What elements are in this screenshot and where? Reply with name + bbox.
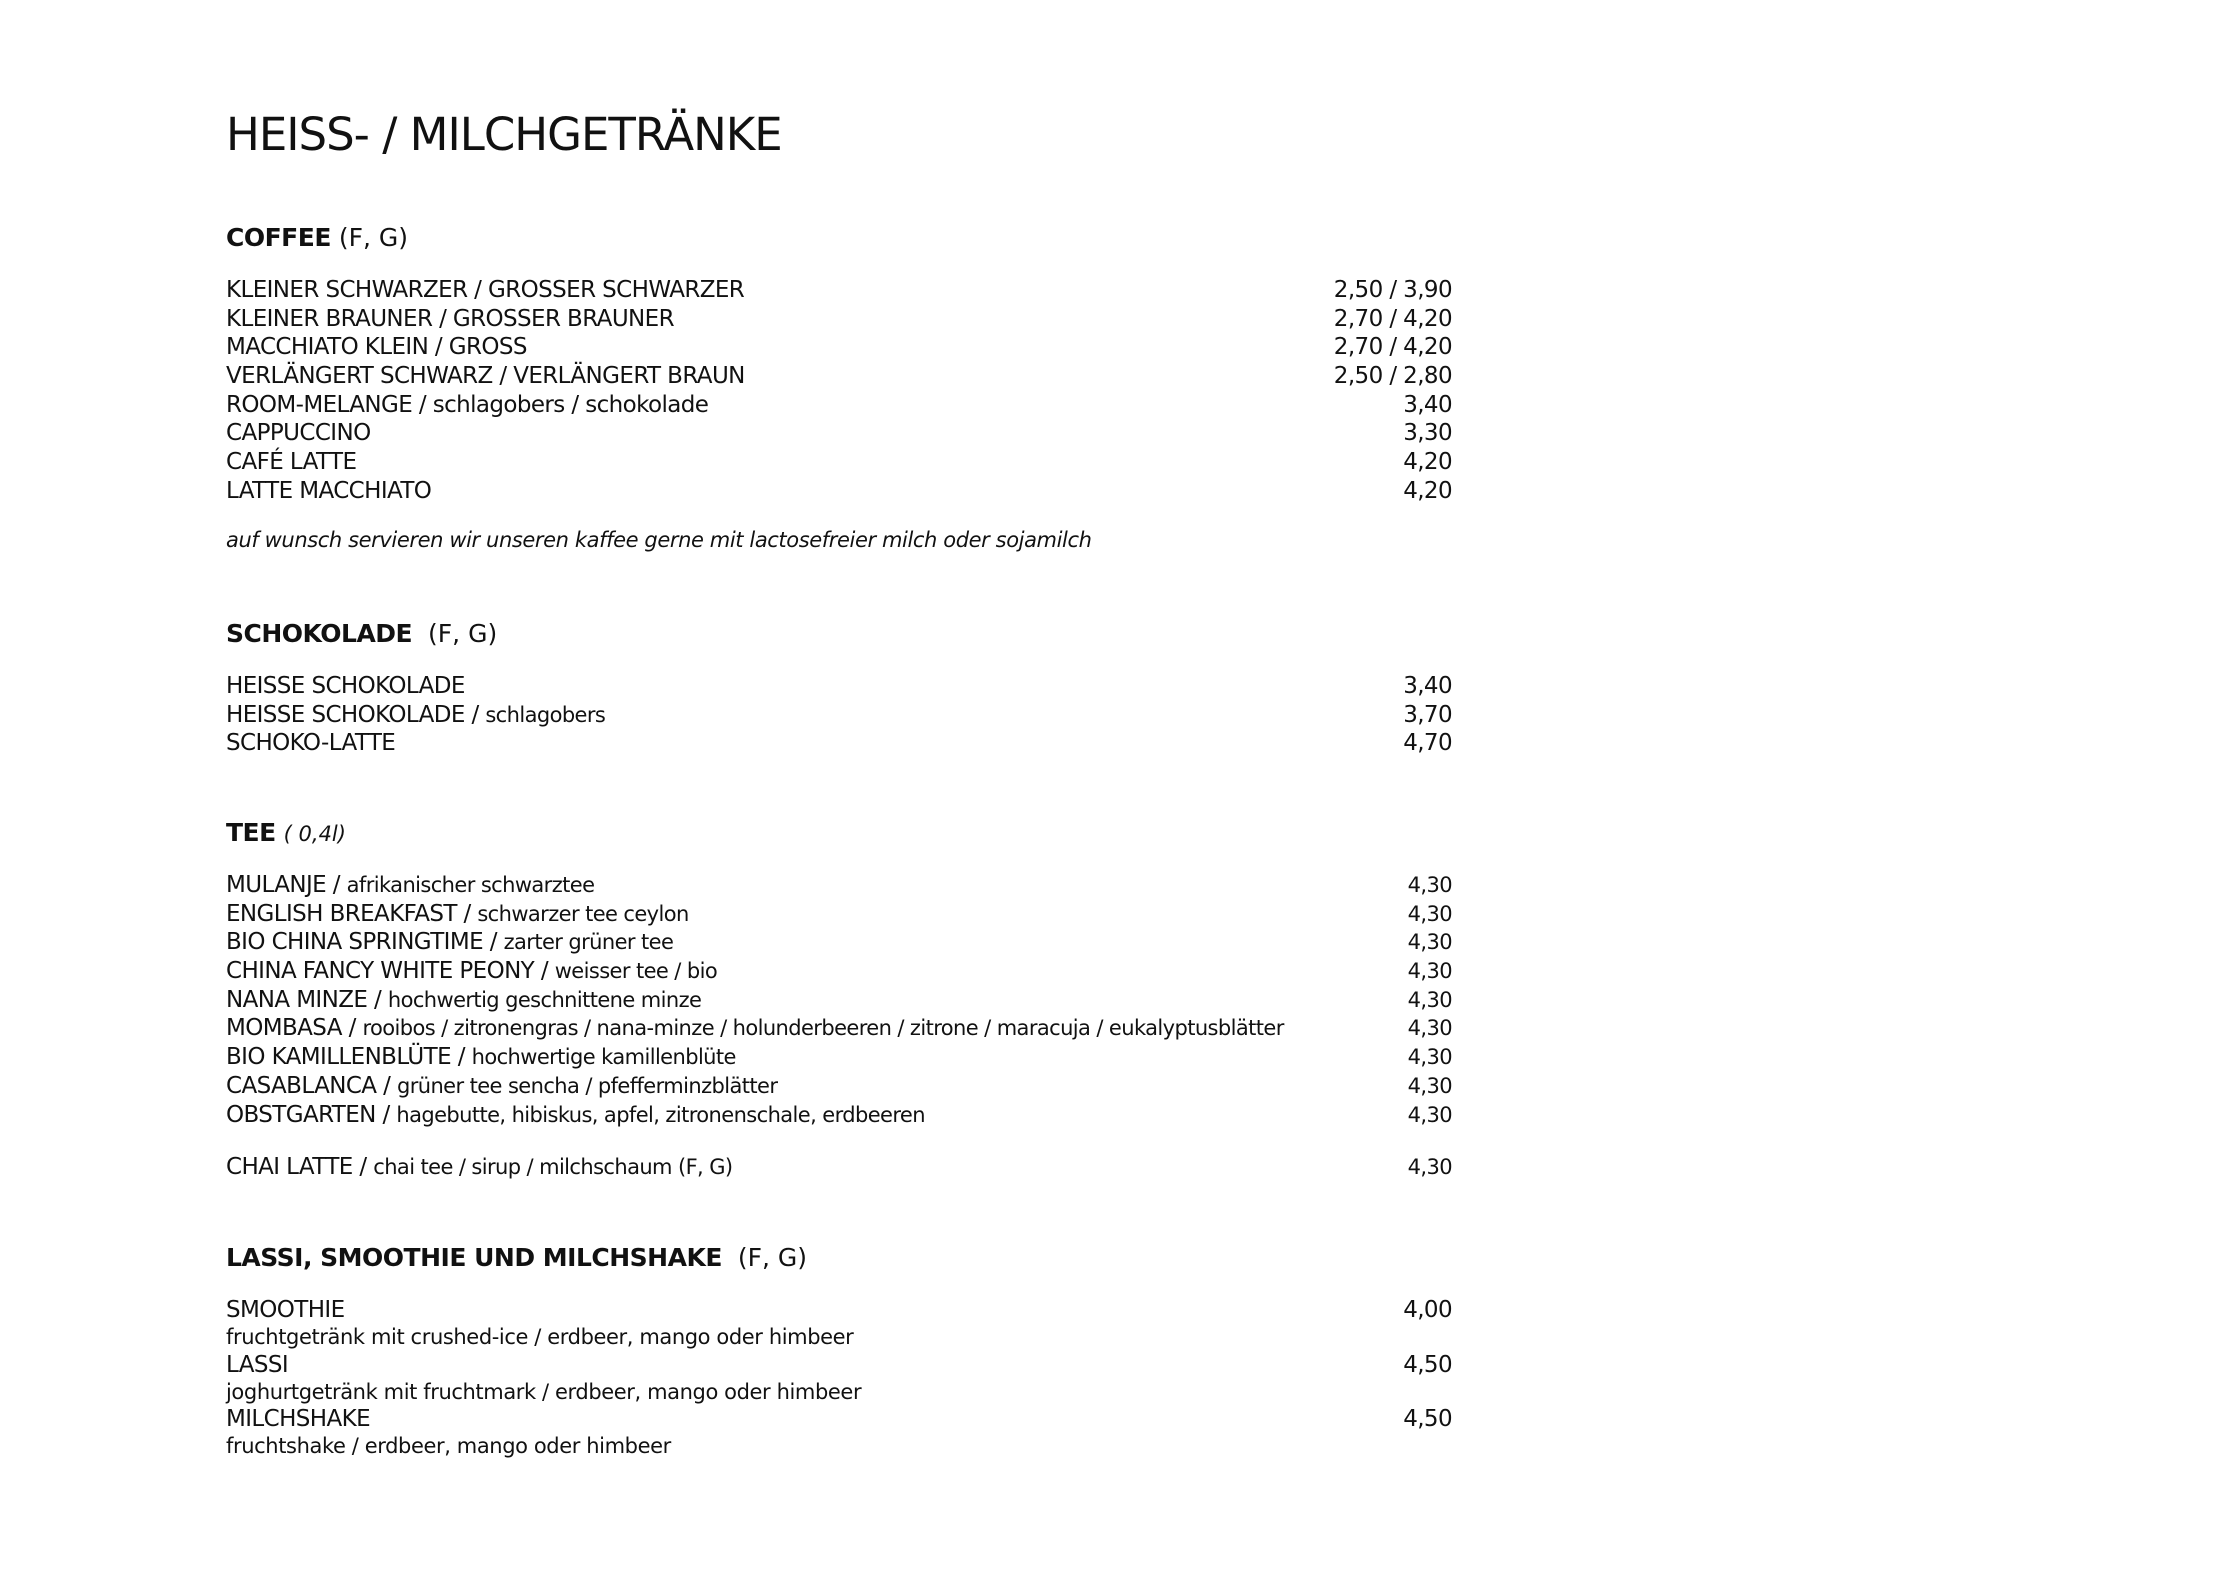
item-description: joghurtgetränk mit fruchtmark / erdbeer, mango oder himbeer [226, 1379, 862, 1404]
section-heading [226, 813, 1452, 853]
section-coffee [226, 218, 1452, 552]
list-item: HEISSE SCHOKOLADE / schlagobers 3,70 [226, 701, 1452, 728]
item-price: 4,30 [1407, 930, 1452, 955]
section-title: COFFEE [226, 223, 331, 252]
list-item: ROOM-MELANGE / schlagobers / schokolade 3,40 [226, 391, 1452, 418]
list-item: KLEINER SCHWARZER / GROSSER SCHWARZER 2,50 / 3,90 [226, 277, 1452, 303]
list-item: KLEINER BRAUNER / GROSSER BRAUNER 2,70 / 4,20 [226, 305, 1452, 332]
list-item: CAPPUCCINO 3,30 [226, 420, 1452, 447]
list-item: CASABLANCA / grüner tee sencha / pfefferminzblätter 4,30 [226, 1072, 1452, 1099]
item-price: 4,50 [1403, 1406, 1452, 1432]
item-price: 4,30 [1407, 1073, 1452, 1098]
list-item: SCHOKO-LATTE 4,70 [226, 730, 1452, 757]
item-price: 2,50 / 2,80 [1333, 363, 1452, 390]
section-heading [226, 614, 1452, 654]
spacer [226, 1129, 1452, 1155]
section-allergens: (F, G) [428, 619, 498, 648]
list-item: CHAI LATTE / chai tee / sirup / milchschaum (F, G) 4,30 [226, 1154, 1452, 1181]
milk-footnote: auf wunsch servieren wir unseren kaffee gerne mit lactosefreier milch oder sojamilch [226, 527, 1092, 552]
section-title: LASSI, SMOOTHIE UND MILCHSHAKE [226, 1243, 722, 1272]
section-allergens: (F, G) [737, 1243, 807, 1272]
list-item: BIO CHINA SPRINGTIME / zarter grüner tee 4,30 [226, 929, 1452, 956]
item-price: 3,70 [1403, 701, 1452, 728]
item-list [226, 672, 1452, 758]
section-volume: ( 0,4l) [283, 822, 346, 846]
list-item: SMOOTHIE 4,00 fruchtgetränk mit crushed-ice / erdbeer, mango oder himbeer [226, 1297, 1452, 1349]
list-item: VERLÄNGERT SCHWARZ / VERLÄNGERT BRAUN 2,50 / 2,80 [226, 363, 1452, 390]
item-price: 4,00 [1403, 1297, 1452, 1323]
list-item: ENGLISH BREAKFAST / schwarzer tee ceylon 4,30 [226, 900, 1452, 927]
item-price: 4,30 [1407, 959, 1452, 984]
page-title: HEISS- / MILCHGETRÄNKE [226, 108, 782, 161]
item-price: 3,40 [1403, 673, 1452, 699]
item-description: fruchtgetränk mit crushed-ice / erdbeer, mango oder himbeer [226, 1325, 854, 1349]
list-item: LATTE MACCHIATO 4,20 [226, 477, 1452, 504]
section-lassi-smoothie-milchshake [226, 1238, 1452, 1460]
list-item: CAFÉ LATTE 4,20 [226, 449, 1452, 476]
list-item: NANA MINZE / hochwertig geschnittene minze 4,30 [226, 986, 1452, 1013]
item-price: 3,30 [1403, 420, 1452, 447]
item-price: 2,50 / 3,90 [1333, 277, 1452, 303]
list-item: LASSI 4,50 joghurtgetränk mit fruchtmark / erdbeer, mango oder himbeer [226, 1351, 1452, 1404]
item-price: 4,30 [1407, 1045, 1452, 1070]
item-price: 4,30 [1407, 1102, 1452, 1127]
item-price: 4,30 [1407, 1155, 1452, 1180]
list-item: MOMBASA / rooibos / zitronengras / nana-minze / holunderbeeren / zitrone / maracuja / eukalyptusblätter 4,30 [226, 1015, 1452, 1042]
section-title: TEE [226, 818, 276, 847]
list-item: MACCHIATO KLEIN / GROSS 2,70 / 4,20 [226, 334, 1452, 361]
list-item: BIO KAMILLENBLÜTE / hochwertige kamillenblüte 4,30 [226, 1044, 1452, 1071]
item-price: 4,20 [1403, 449, 1452, 476]
section-tee [226, 813, 1452, 1182]
item-price: 2,70 / 4,20 [1333, 334, 1452, 361]
list-item: CHINA FANCY WHITE PEONY / weisser tee / bio 4,30 [226, 958, 1452, 985]
section-allergens: (F, G) [338, 223, 409, 252]
list-item: HEISSE SCHOKOLADE 3,40 [226, 673, 1452, 699]
item-price: 4,50 [1403, 1351, 1452, 1378]
list-item: MILCHSHAKE 4,50 fruchtshake / erdbeer, mango oder himbeer [226, 1406, 1452, 1458]
item-list [226, 1296, 1452, 1460]
item-list [226, 276, 1452, 506]
item-price: 4,30 [1407, 873, 1452, 897]
item-list [226, 871, 1452, 1182]
item-price: 4,30 [1407, 901, 1452, 926]
list-item: MULANJE / afrikanischer schwarztee 4,30 [226, 872, 1452, 898]
item-price: 4,30 [1407, 987, 1452, 1012]
item-price: 4,30 [1407, 1016, 1452, 1041]
section-title: SCHOKOLADE [226, 619, 413, 648]
list-item: OBSTGARTEN / hagebutte, hibiskus, apfel, zitronenschale, erdbeeren 4,30 [226, 1101, 1452, 1128]
item-description: fruchtshake / erdbeer, mango oder himbeer [226, 1434, 671, 1458]
item-price: 4,20 [1403, 477, 1452, 504]
item-price: 2,70 / 4,20 [1333, 305, 1452, 332]
item-price: 3,40 [1403, 391, 1452, 418]
section-heading [226, 218, 1452, 258]
section-schokolade [226, 614, 1452, 758]
section-heading [226, 1238, 1452, 1278]
item-price: 4,70 [1403, 730, 1452, 757]
